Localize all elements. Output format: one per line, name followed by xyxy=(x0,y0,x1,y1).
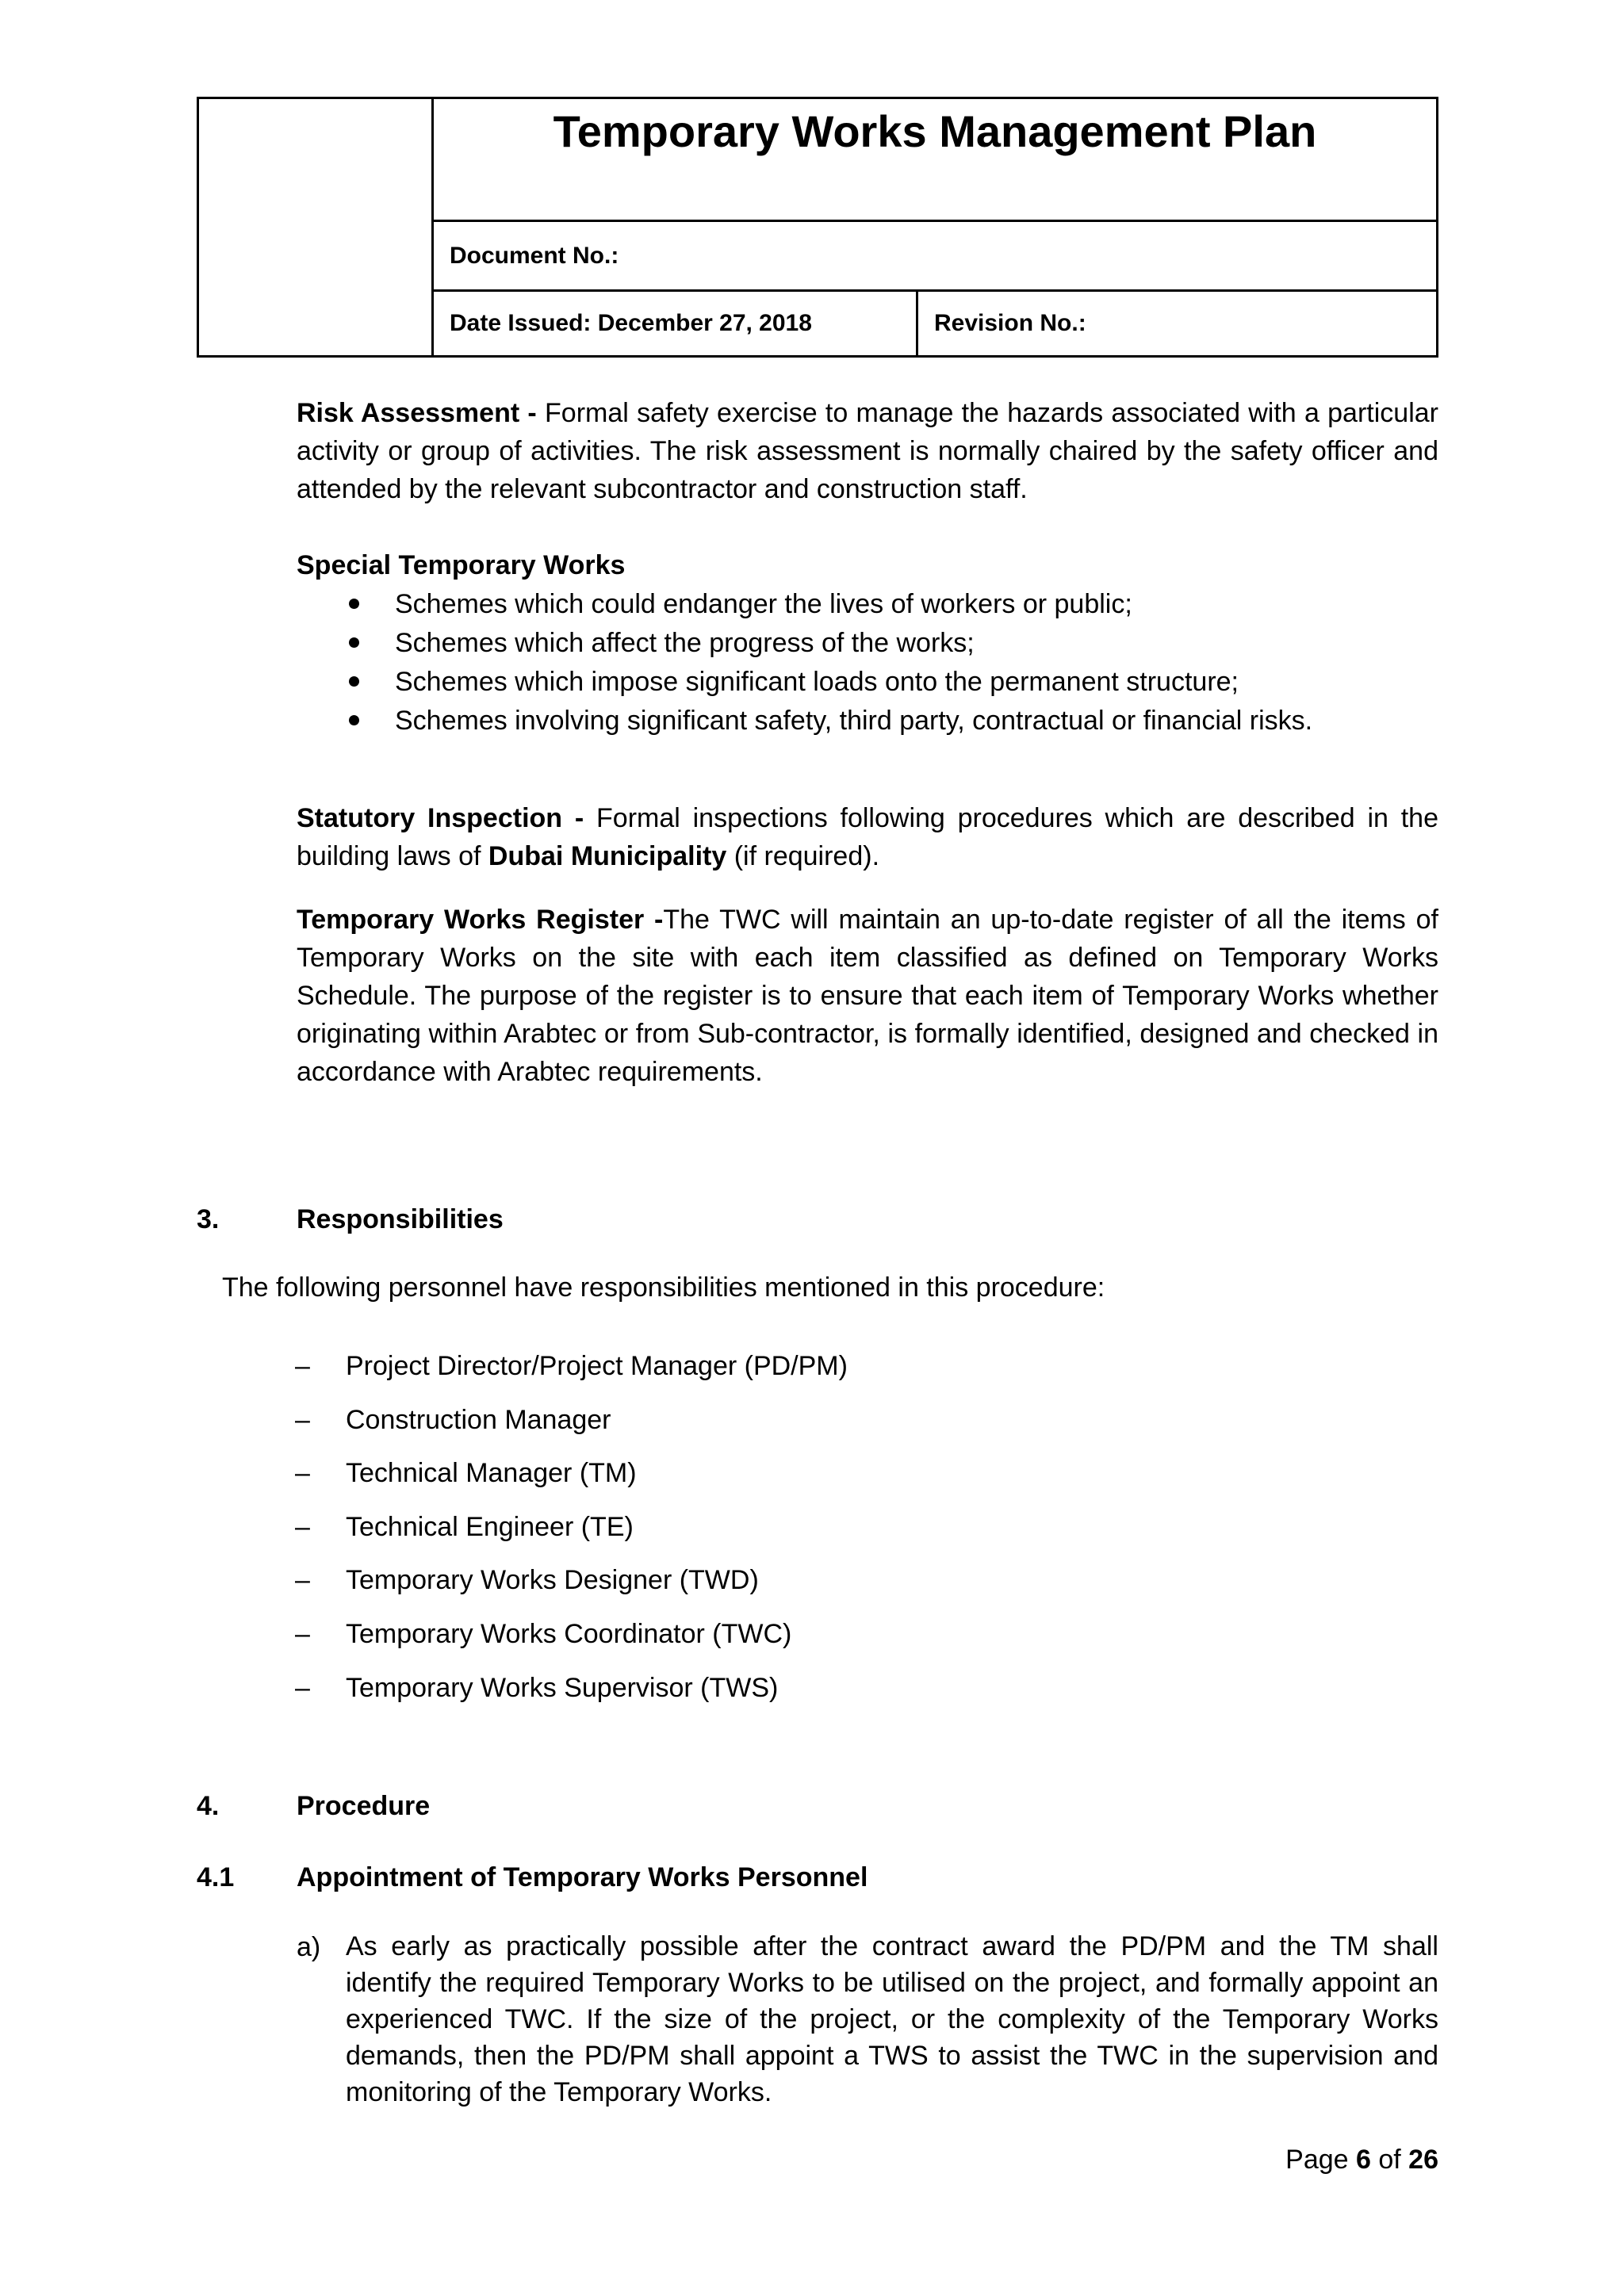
bullet-icon xyxy=(349,637,359,648)
item-a-text: As early as practically possible after the contract award the PD/PM and the TM shall identify the required Temporary Works to be utilised on the project, and formally appoint an experienced TWC. If the size of the project, or the complexity of the Temporary Works demands, then the PD/PM shall appoint a TWS to assist the TWC in the supervision and monitoring of the Temporary Works. xyxy=(346,1931,1438,2107)
list-item: Schemes which affect the progress of the works; xyxy=(349,624,1312,663)
dubai-municipality-entity: Dubai Municipality xyxy=(488,841,727,871)
register-text: The TWC will maintain an up-to-date register of all the items of Temporary Works on the site with each item classified as defined on Temporary Works Schedule. The purpose of the register is to ensure that each item of Temporary Works whether originating within Arabtec or from Sub-contractor, is formally identified, designed and checked in accordance with Arabtec requirements. xyxy=(297,905,1438,1087)
bullet-icon xyxy=(349,715,359,725)
revision-label: Revision No.: xyxy=(934,310,1086,336)
dash-icon: – xyxy=(295,1618,310,1649)
dash-icon: – xyxy=(295,1404,310,1435)
register-term: Temporary Works Register - xyxy=(297,905,664,935)
register-paragraph xyxy=(297,901,1438,1091)
date-issued-cell xyxy=(434,292,918,355)
bullet-icon xyxy=(349,599,359,609)
risk-assessment-term: Risk Assessment - xyxy=(297,398,546,428)
list-item: – Construction Manager xyxy=(295,1394,848,1448)
special-temporary-works-heading: Special Temporary Works xyxy=(297,550,626,580)
dash-icon: – xyxy=(295,1458,310,1489)
statutory-inspection-term: Statutory Inspection - xyxy=(297,803,597,833)
list-item: – Temporary Works Designer (TWD) xyxy=(295,1554,848,1608)
list-item: – Technical Manager (TM) xyxy=(295,1447,848,1501)
section-3-intro: The following personnel have responsibilities mentioned in this procedure: xyxy=(222,1272,1105,1303)
list-item: Schemes involving significant safety, third party, contractual or financial risks. xyxy=(349,702,1312,740)
risk-assessment-text: Formal safety exercise to manage the hazards associated with a particular activity or group of activities. The risk assessment is normally chaired by the safety officer and attended by the relevant subcontractor and construction staff. xyxy=(297,398,1438,504)
list-item: – Project Director/Project Manager (PD/PM) xyxy=(295,1340,848,1394)
document-header-table xyxy=(197,97,1438,358)
total-pages: 26 xyxy=(1408,2145,1438,2175)
date-issued-label: Date Issued: December 27, 2018 xyxy=(450,310,812,336)
section-4-1-title: Appointment of Temporary Works Personnel xyxy=(297,1862,868,1892)
dash-icon: – xyxy=(295,1672,310,1703)
statutory-inspection-paragraph: Statutory Inspection - Formal inspections following procedures which are described in the building laws of Dubai Municipality (if required). xyxy=(297,803,1438,871)
list-item: Schemes which impose significant loads onto the permanent structure; xyxy=(349,663,1312,702)
personnel-list xyxy=(295,1340,848,1715)
special-temporary-works-list xyxy=(349,585,1312,740)
section-4-title: Procedure xyxy=(297,1791,431,1821)
logo-cell xyxy=(199,99,434,355)
list-item: Schemes which could endanger the lives of workers or public; xyxy=(349,585,1312,624)
revision-cell xyxy=(918,292,1436,355)
page-number: Page 6 of 26 xyxy=(1285,2145,1438,2175)
section-3-title: Responsibilities xyxy=(297,1204,504,1234)
risk-assessment-paragraph xyxy=(297,394,1438,508)
list-item: – Technical Engineer (TE) xyxy=(295,1501,848,1555)
item-a-label: a) xyxy=(297,1932,321,1962)
list-item: – Temporary Works Supervisor (TWS) xyxy=(295,1662,848,1716)
title-cell xyxy=(434,99,1436,222)
list-item: – Temporary Works Coordinator (TWC) xyxy=(295,1608,848,1662)
document-number-cell xyxy=(434,222,1436,292)
document-title: Temporary Works Management Plan xyxy=(553,106,1317,156)
document-number-label: Document No.: xyxy=(450,242,619,269)
dash-icon: – xyxy=(295,1565,310,1596)
section-4-1-number: 4.1 xyxy=(197,1862,235,1892)
section-3-number: 3. xyxy=(197,1204,220,1234)
bullet-icon xyxy=(349,676,359,687)
dash-icon: – xyxy=(295,1511,310,1542)
dash-icon: – xyxy=(295,1351,310,1381)
section-4-number: 4. xyxy=(197,1791,220,1821)
current-page: 6 xyxy=(1356,2145,1371,2175)
